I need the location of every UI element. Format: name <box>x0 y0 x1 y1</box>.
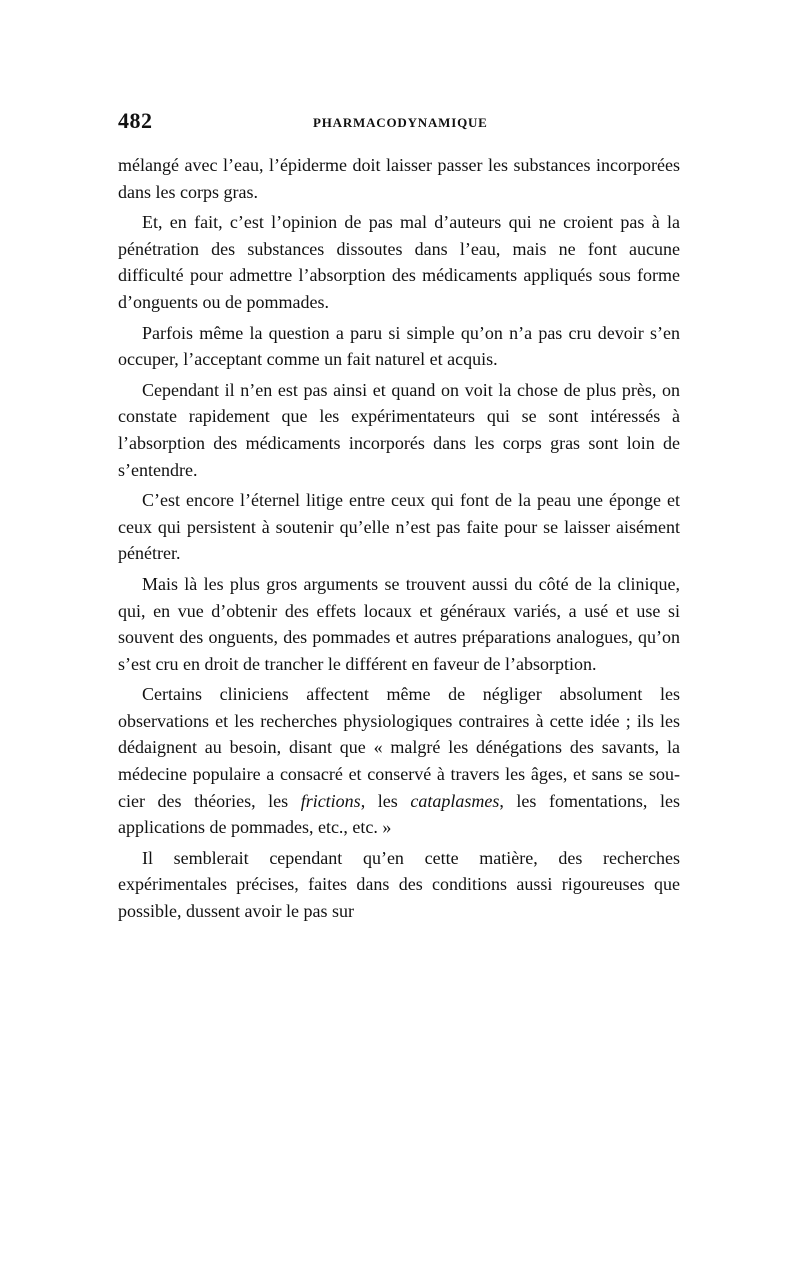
text-segment: , les <box>360 790 411 811</box>
text-segment: , les fomentations, les applications de pommades, etc., etc. » <box>118 790 680 838</box>
page-number: 482 <box>118 108 153 133</box>
text-segment: C’est encore l’éternel litige entre ceux qui font de la peau une éponge et ceux qui persistent à soutenir qu’elle n’est pas faite pour se laisser aisément pénétrer. <box>118 490 680 564</box>
paragraph <box>118 377 680 483</box>
text-segment: Mais là les plus gros arguments se trouvent aussi du côté de la clinique, qui, en vue d’obtenir des effets locaux et généraux variés, a usé et use si souvent des onguents, des pommades et autres préparations analogues, qu’on s’est cru en droit de trancher le différent en faveur de l’absorption. <box>118 573 680 674</box>
paragraph <box>118 571 680 677</box>
paragraph <box>118 320 680 373</box>
page-header <box>118 108 680 148</box>
italic-term: frictions <box>300 790 361 811</box>
paragraph <box>118 152 680 205</box>
text-segment: Certains cliniciens affectent même de négliger absolument les observations et les recherches physiologiques contraires à cette idée ; ils les dédaignent au besoin, disant que « malgré les dénégations des savants, la médecine populaire a consacré et conservé à travers les âges, et sans se soucier des théories, les <box>118 684 680 811</box>
paragraph <box>118 209 680 315</box>
body-text <box>118 152 680 925</box>
text-segment: Parfois même la question a paru si simple qu’on n’a pas cru devoir s’en occuper, l’acceptant comme un fait naturel et acquis. <box>118 322 680 370</box>
italic-term: cataplasmes <box>410 790 500 811</box>
paragraph <box>118 487 680 567</box>
text-segment: mélangé avec l’eau, l’épiderme doit laisser passer les substances incorporées dans les corps gras. <box>118 155 680 202</box>
book-page <box>118 108 680 925</box>
text-segment: Et, en fait, c’est l’opinion de pas mal d’auteurs qui ne croient pas à la pénétration des substances dissoutes dans l’eau, mais ne font aucune difficulté pour admettre l’absorption des médicaments appliqués sous forme d’onguents ou de pommades. <box>118 212 680 312</box>
text-segment: Cependant il n’en est pas ainsi et quand on voit la chose de plus près, on constate rapidement que les expérimentateurs qui se sont intéressés à l’absorption des médicaments incorporés dans les corps gras sont loin de s’entendre. <box>118 379 680 480</box>
paragraph <box>118 845 680 925</box>
paragraph <box>118 681 680 841</box>
running-title: PHARMACODYNAMIQUE <box>313 115 488 130</box>
text-segment: Il semblerait cependant qu’en cette matière, des recherches expérimentales précises, faites dans des conditions aussi rigoureuses que possible, dussent avoir le pas sur <box>118 847 680 922</box>
